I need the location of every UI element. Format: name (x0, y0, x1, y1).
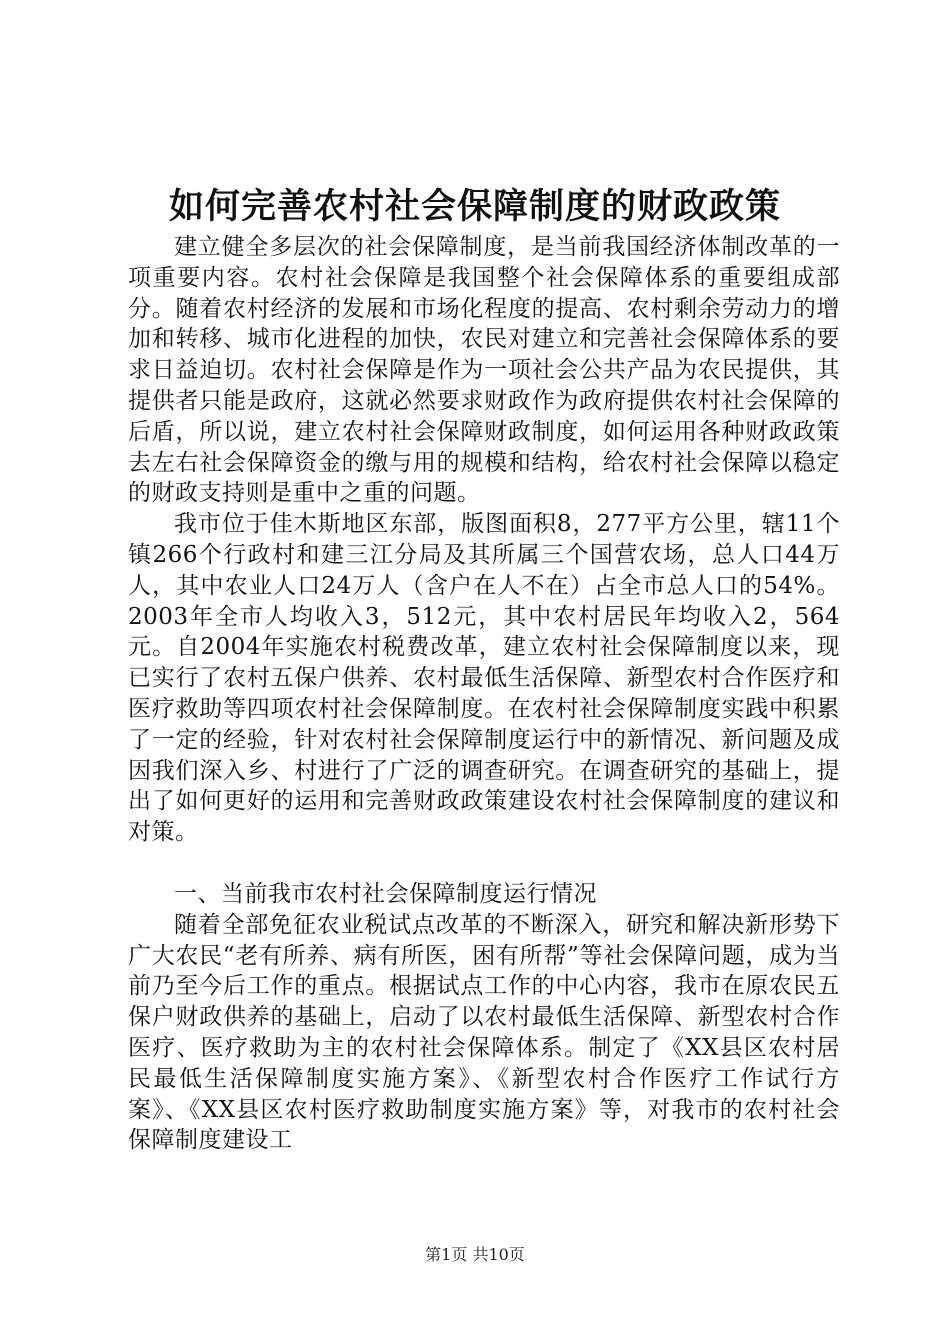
paragraph-spacer (128, 848, 840, 879)
paragraph-intro: 建立健全多层次的社会保障制度，是当前我国经济体制改革的一项重要内容。农村社会保障是我国整个社会保障体系的重要组成部分。随着农村经济的发展和市场化程度的提高、农村剩余劳动力的增加和转移、城市化进程的加快，农民对建立和完善社会保障体系的要求日益迫切。农村社会保障是作为一项社会公共产品为农民提供，其提供者只能是政府，这就必然要求财政作为政府提供农村社会保障的后盾，所以说，建立农村社会保障财政制度，如何运用各种财政政策去左右社会保障资金的缴与用的规模和结构，给农村社会保障以稳定的财政支持则是重中之重的问题。 (128, 234, 840, 507)
page-footer: 第1页 共10页 (425, 1245, 525, 1264)
document-title: 如何完善农村社会保障制度的财政政策 (168, 186, 781, 227)
paragraph-city-overview: 我市位于佳木斯地区东部，版图面积8，277平方公里，辖11个镇266个行政村和建三江分局及其所属三个国营农场，总人口44万人，其中农业人口24万人（含户在人不在）占全市总人口的54%。2003年全市人均收入3，512元，其中农村居民年均收入2，564元。自2004年实施农村税费改革，建立农村社会保障制度以来，现已实行了农村五保户供养、农村最低生活保障、新型农村合作医疗和医疗救助等四项农村社会保障制度。在农村社会保障制度实践中积累了一定的经验，针对农村社会保障制度运行中的新情况、新问题及成因我们深入乡、村进行了广泛的调查研究。在调查研究的基础上，提出了如何更好的运用和完善财政政策建设农村社会保障制度的建议和对策。 (128, 511, 840, 846)
paragraph-section-body: 随着全部免征农业税试点改革的不断深入，研究和解决新形势下广大农民“老有所养、病有所医，困有所帮”等社会保障问题，成为当前乃至今后工作的重点。根据试点工作的中心内容，我市在原农民五保户财政供养的基础上，启动了以农村最低生活保障、新型农村合作医疗、医疗救助为主的农村社会保障体系。制定了《XX县区农村居民最低生活保障制度实施方案》、《新型农村合作医疗工作试行方案》、《XX县区农村医疗救助制度实施方案》等，对我市的农村社会保障制度建设工 (128, 911, 840, 1154)
document-body (128, 232, 840, 1156)
section-heading: 一、当前我市农村社会保障制度运行情况 (174, 880, 597, 907)
